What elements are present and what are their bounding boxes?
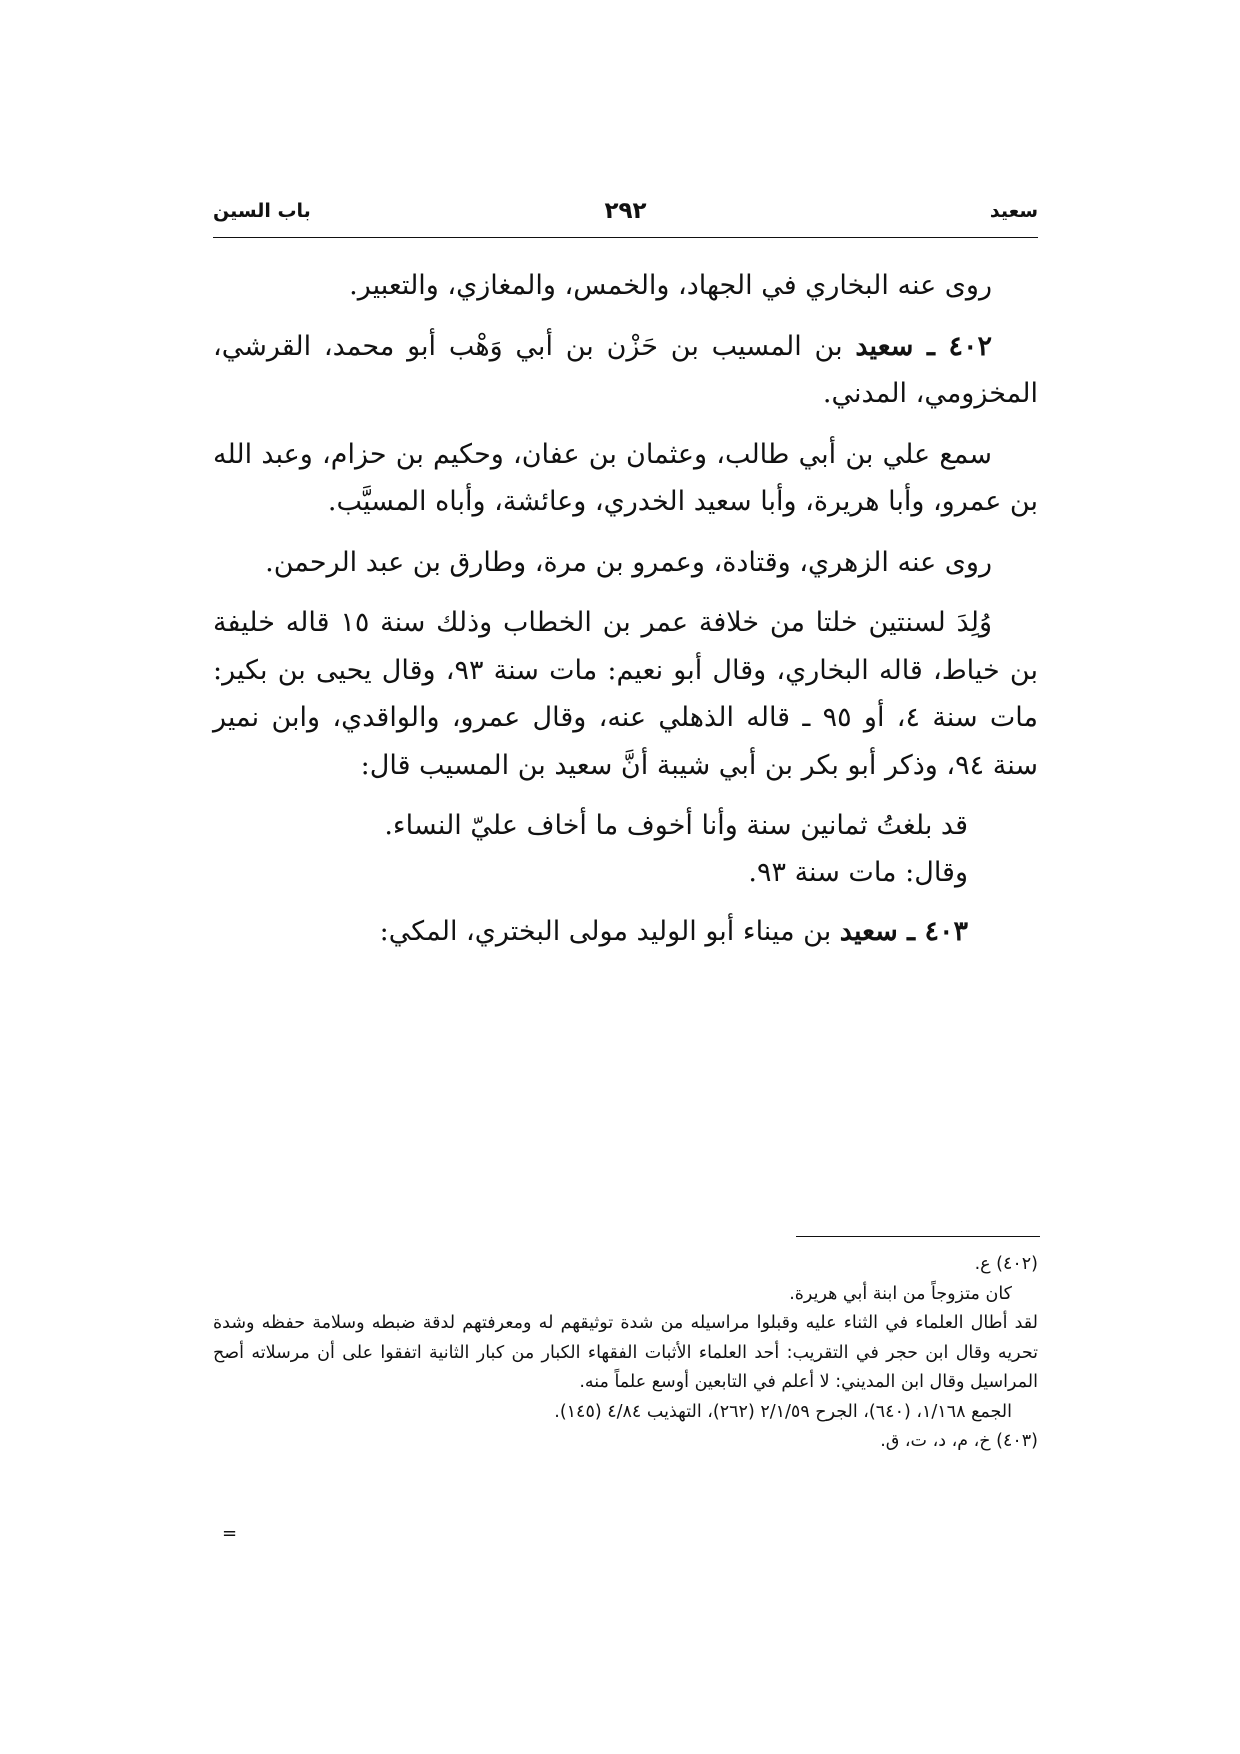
footnote-rule (796, 1236, 1040, 1237)
entry-403 (213, 908, 1038, 956)
header-rule (213, 237, 1038, 238)
quote-line-1: قد بلغتُ ثمانين سنة وأنا أخوف ما أخاف عليّ النساء. (384, 810, 968, 841)
page-number: ٢٩٢ (604, 198, 647, 224)
footnote-403: (٤٠٣) خ، م، د، ت، ق. (880, 1431, 1038, 1451)
paragraph-narrators-bukhari: روى عنه البخاري في الجهاد، والخمس، والمغازي، والتعبير. (349, 270, 992, 301)
footnote-402-mark: (٤٠٢) ع. (974, 1254, 1038, 1274)
footnote-402-references: الجمع ١/١٦٨، (٦٤٠)، الجرح ٢/١/٥٩ (٢٦٢)، التهذيب ٤/٨٤ (١٤٥). (554, 1401, 1012, 1422)
quote-block (213, 802, 1038, 896)
quote-line-2: وقال: مات سنة ٩٣. (748, 857, 968, 888)
footnote-402-line-1: كان متزوجاً من ابنة أبي هريرة. (789, 1283, 1012, 1304)
running-title-left: باب السين (213, 200, 311, 222)
footnote-402-line-2: لقد أطال العلماء في الثناء عليه وقبلوا مراسيله من شدة توثيقهم له ومعرفتهم لدقة ضبطه وسلامة حفظه وشدة تحريه وقال ابن حجر في التقريب: أحد العلماء الأثبات الفقهاء الكبار من كبار الثانية اتفقوا على أن مرسلاته أصح المراسيل وقال ابن المديني: لا أعلم في التابعين أوسع علماً منه. (213, 1313, 1038, 1392)
paragraph-birth-death: وُلِدَ لسنتين خلتا من خلافة عمر بن الخطاب وذلك سنة ١٥ قاله خليفة بن خياط، قاله البخاري، وقال أبو نعيم: مات سنة ٩٣، وقال يحيى بن بكير: مات سنة ٤، أو ٩٥ ـ قاله الذهلي عنه، وقال عمرو، والواقدي، وابن نمير سنة ٩٤، وذكر أبو بكر بن أبي شيبة أنَّ سعيد بن المسيب قال: (213, 607, 1038, 781)
running-title-right: سعيد (989, 200, 1038, 222)
entry-402 (213, 323, 1038, 418)
entry-403-heading: ٤٠٣ ـ سعيد (839, 916, 968, 947)
entry-403-text: بن ميناء أبو الوليد مولى البختري، المكي: (379, 916, 840, 947)
entry-402-text: بن المسيب بن حَزْن بن أبي وَهْب أبو محمد، القرشي، المخزومي، المدني. (213, 330, 1038, 409)
footnotes (213, 1250, 1038, 1457)
page-header (213, 198, 1038, 234)
entry-402-heading: ٤٠٢ ـ سعيد (855, 330, 992, 362)
main-text (213, 262, 1038, 969)
continuation-mark: = (222, 1523, 238, 1544)
paragraph-narrated-by: روى عنه الزهري، وقتادة، وعمرو بن مرة، وطارق بن عبد الرحمن. (265, 546, 992, 578)
paragraph-heard-from: سمع علي بن أبي طالب، وعثمان بن عفان، وحكيم بن حزام، وعبد الله بن عمرو، وأبا هريرة، وأبا سعيد الخدري، وعائشة، وأباه المسيَّب. (213, 438, 1038, 517)
